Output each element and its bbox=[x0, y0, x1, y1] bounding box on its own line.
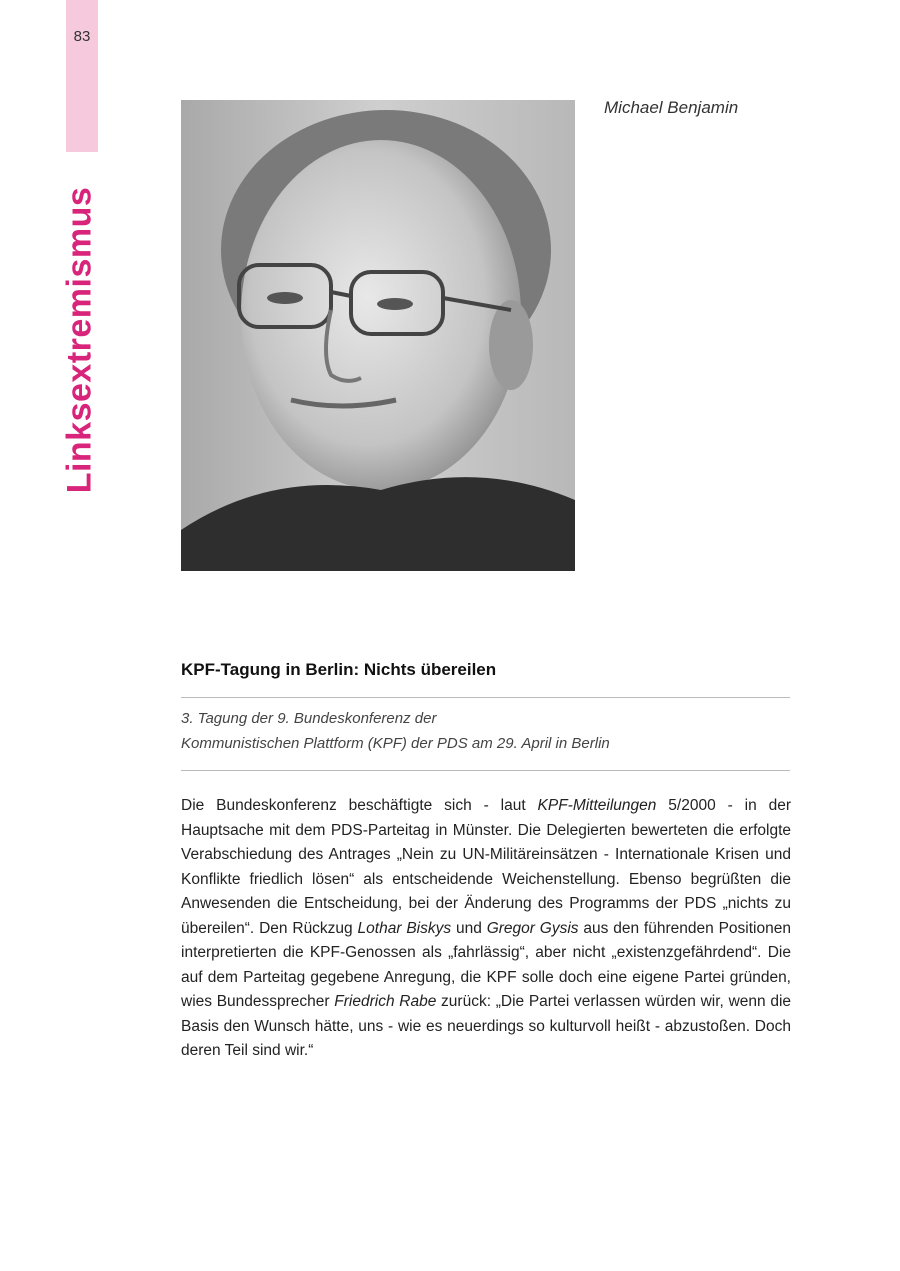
subtitle-line: 3. Tagung der 9. Bundeskonferenz der bbox=[181, 710, 437, 727]
photo-caption: Michael Benjamin bbox=[604, 98, 739, 117]
body-italic: Lothar Biskys bbox=[357, 919, 452, 937]
section-label: Linksextremismus bbox=[60, 186, 99, 494]
article-body bbox=[181, 794, 791, 1064]
body-text: zurück: „Die Partei verlassen würden wir, wenn die Basis den Wunsch hätte, uns - wie es neuerdings so kulturvoll heißt - abzustoßen. Doch deren Teil sind wir.“ bbox=[181, 993, 792, 1059]
article-subtitle bbox=[181, 706, 791, 756]
portrait-illustration bbox=[181, 100, 575, 571]
side-tab bbox=[66, 0, 98, 152]
body-text: aus den führenden Positionen interpretierten die KPF-Genossen als „fahrlässig“, aber nicht „existenzgefährdend“. Die auf dem Parteitag gegebene Anregung, die KPF solle doch eine eigene Partei gründen, wies Bundessprecher bbox=[181, 919, 791, 1010]
portrait-photo bbox=[181, 100, 575, 571]
body-italic: Gregor Gysis bbox=[486, 919, 579, 937]
subtitle-line: Kommunistischen Plattform (KPF) der PDS am 29. April in Berlin bbox=[181, 735, 610, 752]
body-italic: Friedrich Rabe bbox=[334, 993, 437, 1010]
divider bbox=[181, 770, 790, 771]
page-number: 83 bbox=[73, 28, 91, 45]
body-text: und bbox=[451, 919, 487, 937]
divider bbox=[181, 697, 790, 698]
body-text: 5/2000 - in der Hauptsache mit dem PDS-Parteitag in Münster. Die Delegierten bewerteten die erfolgte Verabschiedung des Antrages „Nein zu UN-Militäreinsätzen - Internationale Krisen und Konflikte friedlich lösen“ als entscheidende Weichenstellung. Ebenso begrüßten die Anwesenden die Entscheidung, bei der Änderung des Programms der PDS „nichts zu übereilen“. Den Rückzug bbox=[181, 797, 791, 937]
body-text: Die Bundeskonferenz beschäftigte sich - laut bbox=[181, 797, 538, 814]
body-italic: KPF-Mitteilungen bbox=[537, 797, 657, 814]
article-headline: KPF-Tagung in Berlin: Nichts übereilen bbox=[181, 660, 497, 679]
